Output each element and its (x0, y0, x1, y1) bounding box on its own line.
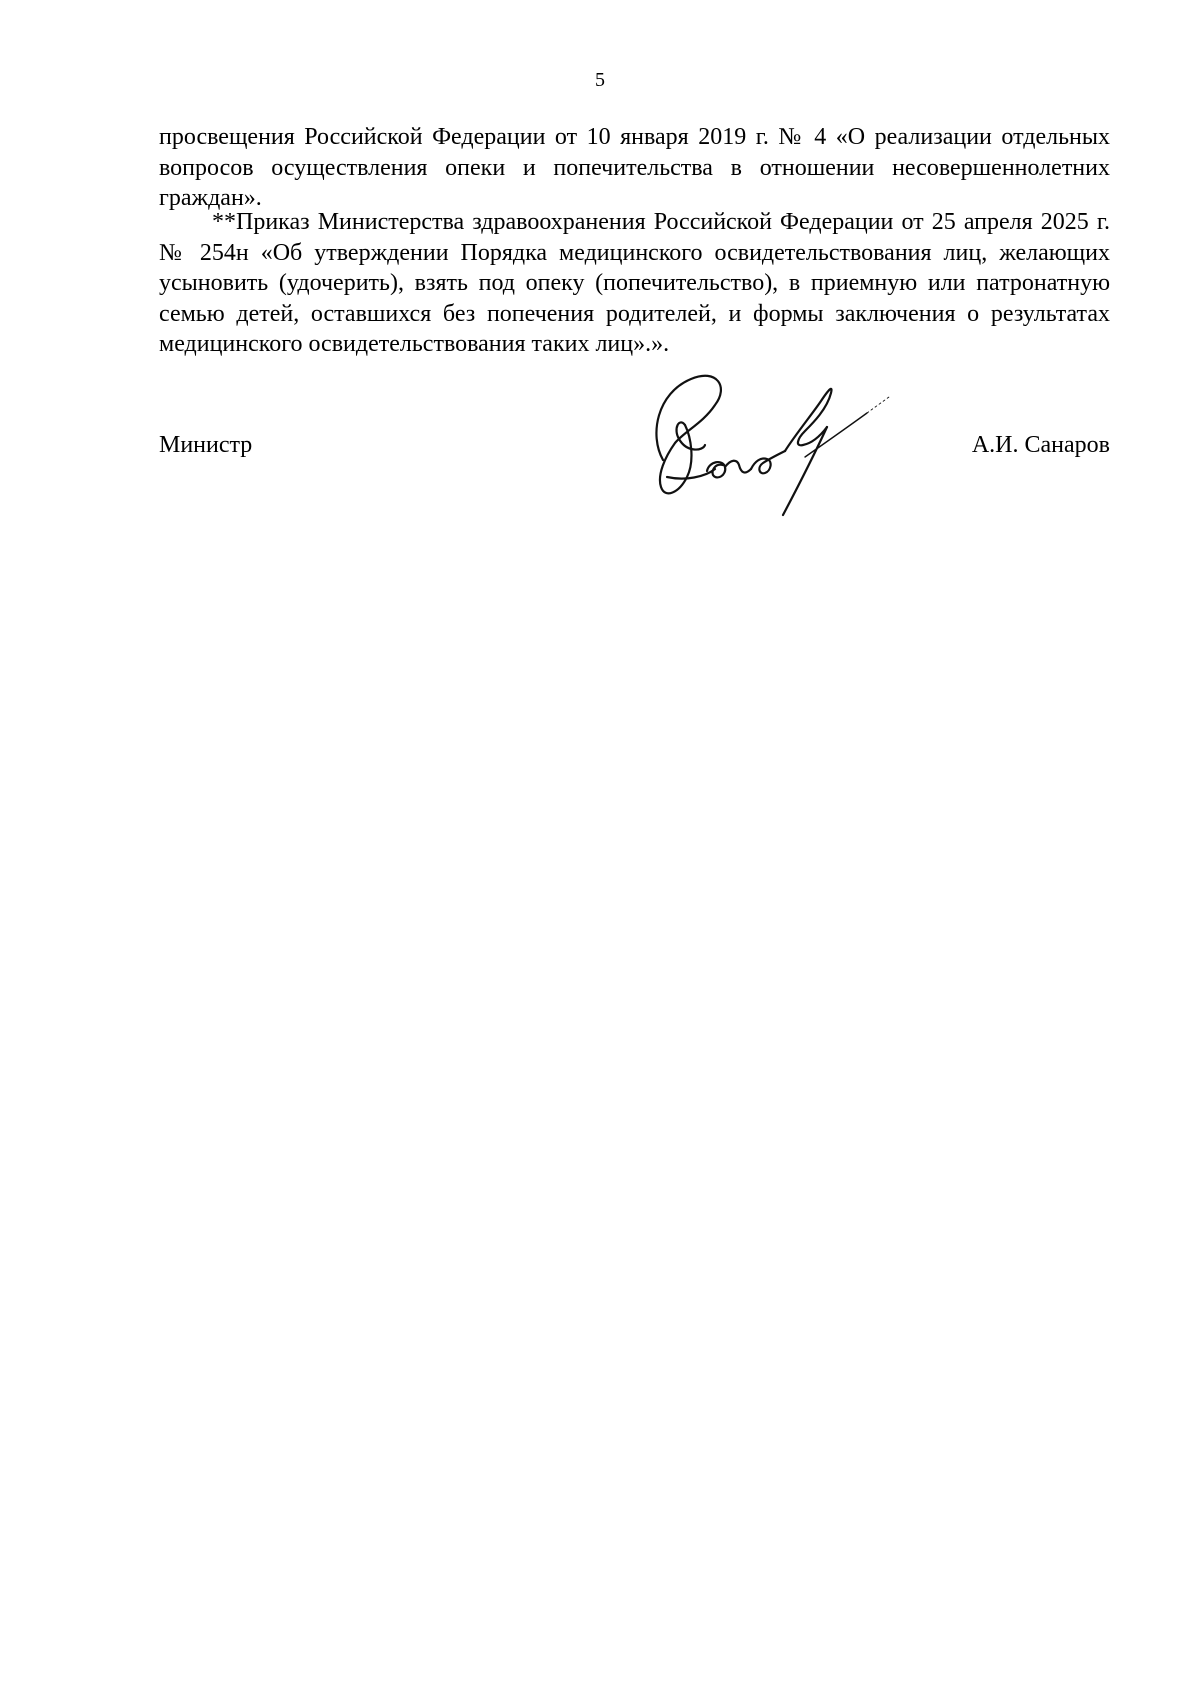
page-number: 5 (595, 69, 605, 91)
footnote-double-asterisk (159, 207, 1110, 360)
handwritten-signature-icon (645, 365, 895, 525)
footnote-continuation (159, 122, 1110, 214)
paragraph-footnote-1-continuation: просвещения Российской Федерации от 10 января 2019 г. № 4 «О реализации отдельных вопросов осуществления опеки и попечительства в отношении несовершеннолетних граждан». (159, 124, 1110, 211)
signer-position: Министр (159, 432, 253, 458)
paragraph-footnote-2: **Приказ Министерства здравоохранения Российской Федерации от 25 апреля 2025 г. № 254н «Об утверждении Порядка медицинского освидетельствования лиц, желающих усыновить (удочерить), взять под опеку (попечительство), в приемную или патронатную семью детей, оставшихся без попечения родителей, и формы заключения о результатах медицинского освидетельствования таких лиц».». (159, 209, 1110, 357)
signer-name: А.И. Санаров (971, 432, 1110, 458)
signature-block (159, 430, 1110, 462)
